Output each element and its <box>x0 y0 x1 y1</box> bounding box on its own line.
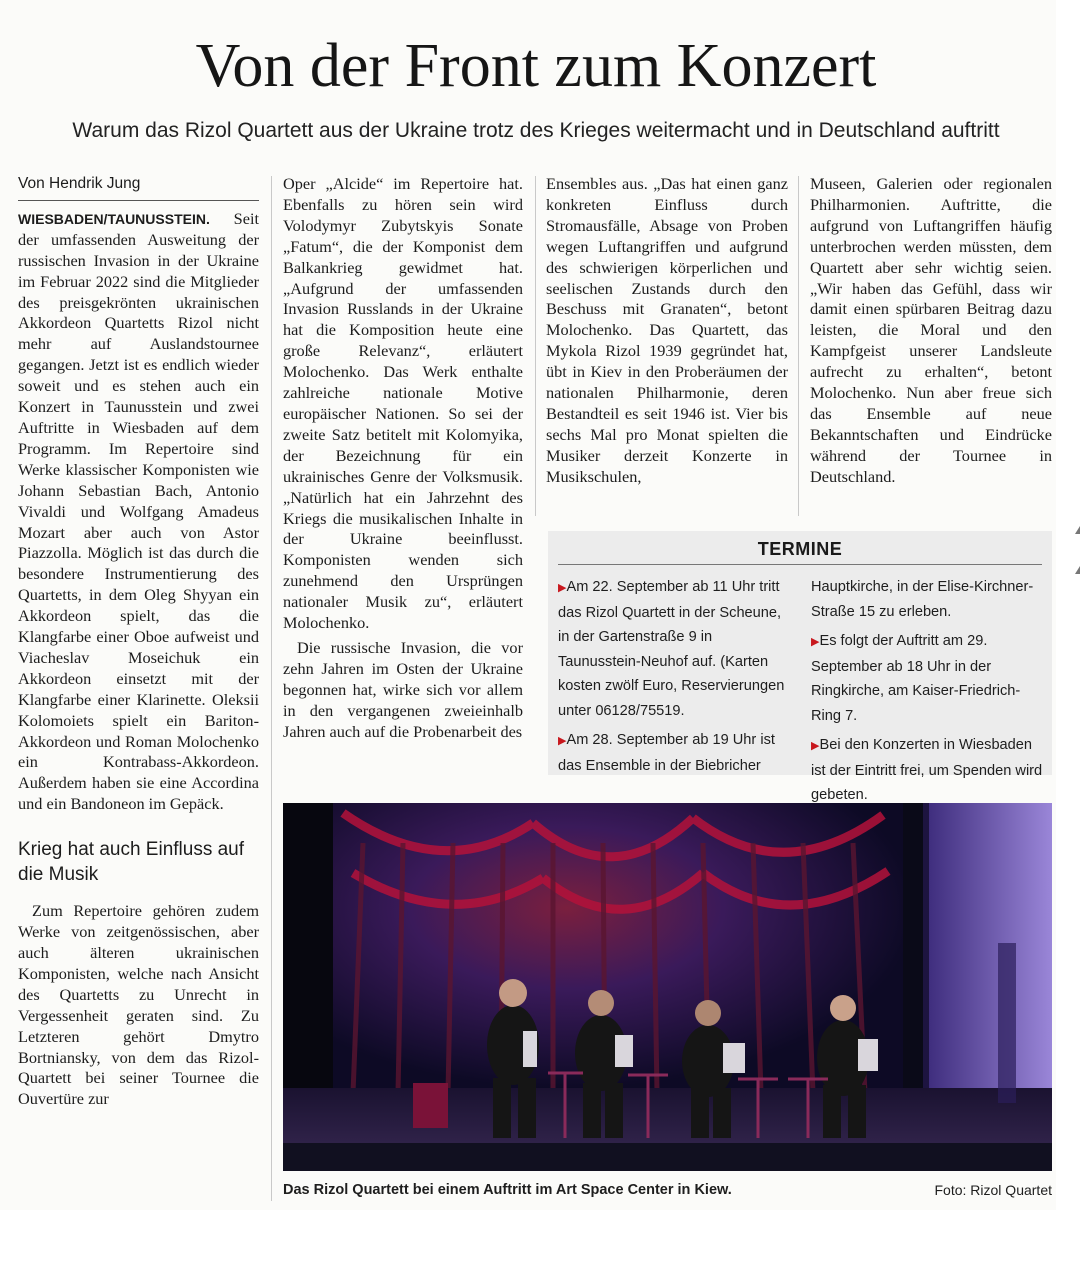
article-paragraph-6: Museen, Galerien oder regionalen Philharmonien. Auftritte, die aufgrund von Luftangriffen häufig unterbrochen werden müssten, dem Quartett aber sehr wichtig seien. „Wir haben das Gefühl, dass wir damit einen spürbaren Beitrag dazu leisten, die Moral und den Kampfgeist unserer Landsleute aufrecht zu erhalten“, betont Molochenko. Nun aber freue sich das Ensemble auf neue Bekanntschaften und Eindrücke während der Tournee in Deutschland. <box>810 174 1052 486</box>
termine-right-column <box>811 575 1043 813</box>
arrow-right-icon: ▶ <box>811 636 820 648</box>
concert-photo <box>283 803 1052 1171</box>
paragraph-text: Seit der umfassenden Ausweitung der russischen Invasion in der Ukraine im Februar 2022 sind die Mitglieder des preisgekrönten ukrainischen Akkordeon Quartetts Rizol nicht mehr auf Auslandstournee gegangen. Jetzt ist es endlich wieder soweit und es stehen auch ein Konzert in Taunusstein und zwei Auftritte in Wiesbaden auf dem Programm. Im Repertoire sind Werke klassischer Komponisten wie Johann Sebastian Bach, Antonio Vivaldi und Wolfgang Amadeus Mozart aber auch von Astor Piazzolla. Möglich ist das durch die besondere Instrumentierung des Quartetts, in dem Oleg Shyyan ein Akkordeon spielt, das die Klangfarbe einer Oboe aufweist und Viacheslav Moseichuk ein Akkordeon einsetzt mit der Klangfarbe einer Klarinette. Oleksii Kolomoiets spielt ein Bariton-Akkordeon und Roman Molochenko ein Kontrabass-Akkordeon. Außerdem haben sie eine Accordina und ein Bandoneon im Gepäck. <box>18 208 259 814</box>
byline: Von Hendrik Jung <box>18 174 259 201</box>
termine-entry-continued: Hauptkirche, in der Elise-Kirchner-Straße 15 zu erleben. <box>811 579 1034 620</box>
article-column-4 <box>810 174 1052 488</box>
arrow-right-icon: ▶ <box>558 582 567 594</box>
column-rule <box>535 176 536 516</box>
page-edge-marks <box>1074 524 1080 584</box>
article-paragraph-3: Oper „Alcide“ im Repertoire hat. Ebenfalls zu hören sein wird Volodymyr Zubytskyis Sonate „Fatum“, die der Komponist dem Balkankrieg gewidmet hat. „Aufgrund der umfassenden Invasion Russlands in der Ukraine hat die Komposition heute eine große Relevanz“, erläutert Molochenko. Das Werk enthalte zahlreiche nationale Motive europäischer Nationen. So sei der zweite Satz betitelt mit Kolomyika, der Bezeichnung für ein ukrainisches Genre der Volksmusik. „Natürlich hat ein Jahrzehnt des Kriegs die musikalischen Inhalte in der Ukraine beeinflusst. Komponisten wenden sich zunehmend den Ursprüngen nationaler Musik zu“, erläutert Molochenko. <box>283 174 523 633</box>
termine-entry <box>811 629 1043 728</box>
termine-title: TERMINE <box>558 539 1042 565</box>
subheadline: Warum das Rizol Quartett aus der Ukraine trotz des Krieges weitermacht und in Deutschland auftritt <box>72 119 1000 142</box>
photo-caption: Das Rizol Quartett bei einem Auftritt im Art Space Center in Kiew. <box>283 1182 732 1198</box>
arrow-right-icon: ▶ <box>558 735 567 747</box>
termine-entry-text: Am 22. September ab 11 Uhr tritt das Rizol Quartett in der Scheune, in der Gartenstraße 9 in Taunusstein-Neuhof auf. (Karten kosten zwölf Euro, Reservierungen unter 06128/75519. <box>558 579 785 719</box>
photo-credit: Foto: Rizol Quartet <box>934 1182 1052 1198</box>
termine-box <box>548 531 1052 803</box>
article-paragraph-2: Zum Repertoire gehören zudem Werke von zeitgenössischen, aber auch älteren ukrainischen Komponisten, welche nach Ansicht des Quartetts zu Unrecht in Vergessenheit geraten sind. Zu Letzteren gehört Dmytro Bortniansky, von dem das Rizol-Quartett bei seiner Tournee die Ouvertüre zur <box>18 901 259 1109</box>
article-column-2 <box>283 174 523 742</box>
article-paragraph-1 <box>18 209 259 815</box>
headline: Von der Front zum Konzert <box>195 32 877 100</box>
column-rule <box>271 176 272 1201</box>
dateline: WIESBADEN/TAUNUSSTEIN. <box>18 210 210 227</box>
termine-entry <box>558 728 790 778</box>
termine-entry-text: Am 28. September ab 19 Uhr ist das Ensemble in der Biebricher <box>558 732 775 774</box>
crosshead: Krieg hat auch Einfluss auf die Musik <box>18 839 245 886</box>
article-paragraph-5: Ensembles aus. „Das hat einen ganz konkreten Einfluss durch Stromausfälle, Absage von Proben wegen Luftangriffen und aufgrund des schwierigen körperlichen und seelischen Zustands durch den Beschuss mit Granaten“, betont Molochenko. Das Quartett, das Mykola Rizol 1939 gegründet hat, übt in Kiev in den Proberäumen der nationalen Philharmonie, deren Bestandteil es seit 1946 ist. Vier bis sechs Mal pro Monat spielten die Musiker derzeit Konzerte in Musikschulen, <box>546 174 788 486</box>
article-column-3 <box>546 174 788 488</box>
arrow-right-icon: ▶ <box>811 740 820 752</box>
termine-left-column <box>558 575 790 783</box>
termine-entry <box>558 575 790 723</box>
article-paragraph-4: Die russische Invasion, die vor zehn Jahren im Osten der Ukraine begonnen hat, wirke sich vor allem in den vergangenen zweieinhalb Jahren auch auf die Probenarbeit des <box>283 637 523 741</box>
termine-entry <box>811 733 1043 808</box>
column-rule <box>798 176 799 516</box>
article-column-1 <box>18 174 259 1110</box>
termine-entry-text: Es folgt der Auftritt am 29. September ab 18 Uhr in der Ringkirche, am Kaiser-Friedrich-Ring 7. <box>811 633 1021 724</box>
termine-entry-text: Bei den Konzerten in Wiesbaden ist der Eintritt frei, um Spenden wird gebeten. <box>811 737 1043 803</box>
